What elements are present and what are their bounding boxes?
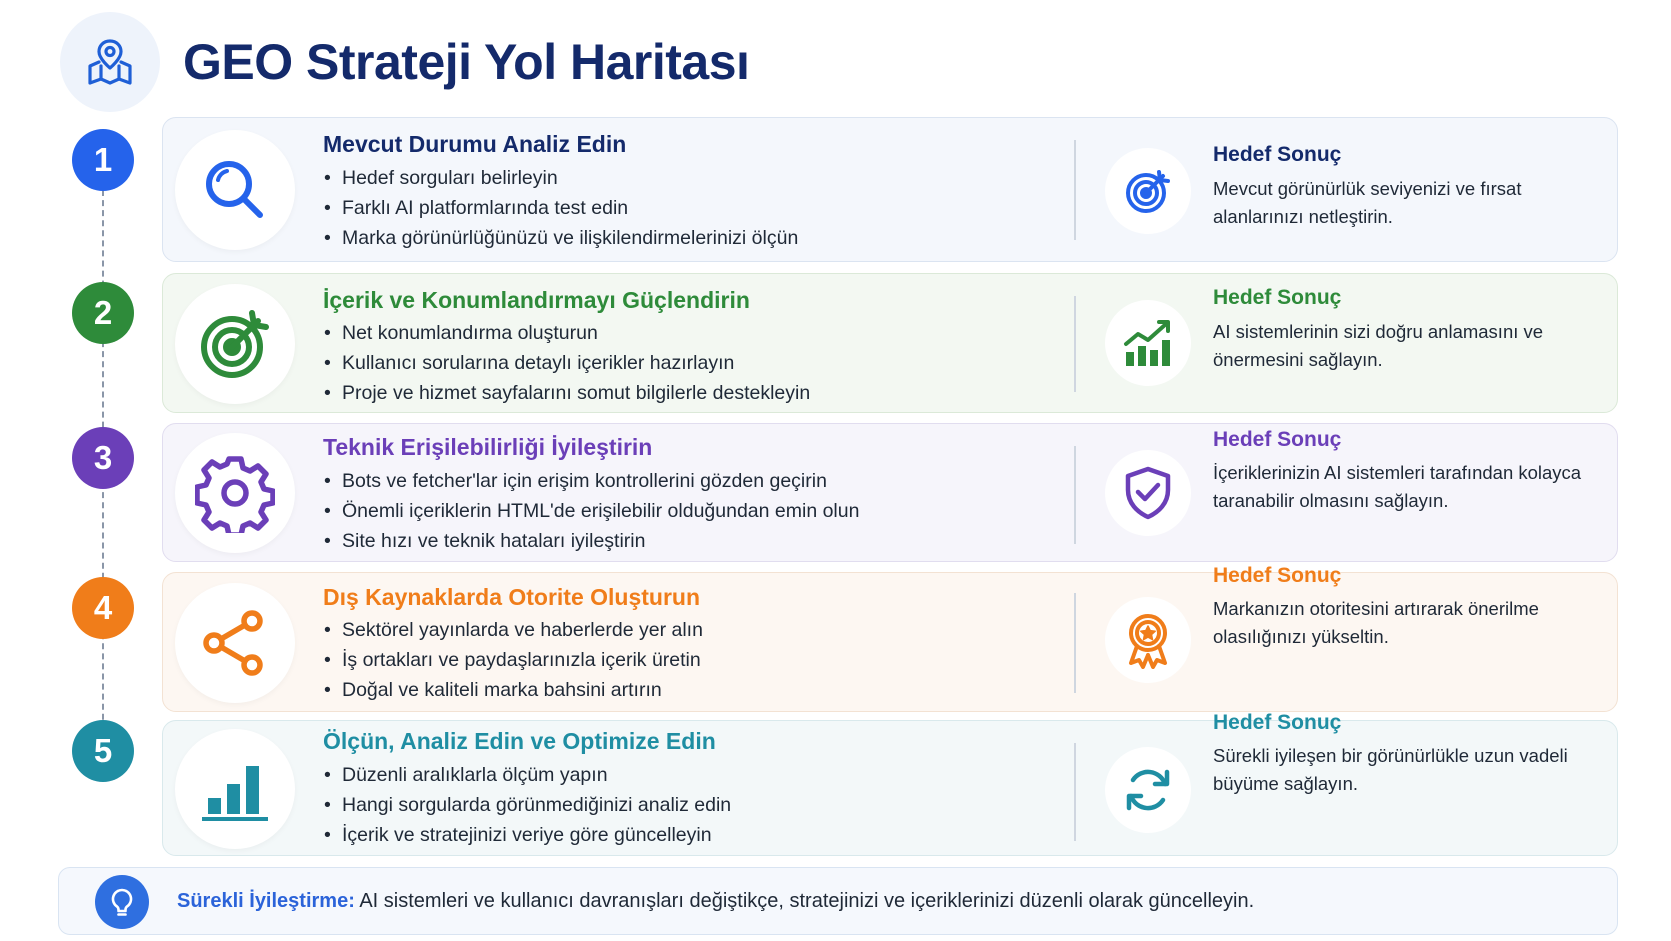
gear-icon <box>175 433 295 553</box>
header <box>60 12 749 112</box>
step-title: Ölçün, Analiz Edin ve Optimize Edin <box>323 728 716 754</box>
bullet-list <box>323 318 810 408</box>
step-card <box>162 273 1618 413</box>
step-title: Dış Kaynaklarda Otorite Oluşturun <box>323 584 701 610</box>
bullet-list <box>323 466 859 556</box>
result-text: Mevcut görünürlük seviyenizi ve fırsat alanlarınızı netleştirin. <box>1213 178 1522 227</box>
divider <box>1074 446 1076 544</box>
list-item: • Hangi sorgularda görünmediğinizi analiz edin <box>323 790 731 820</box>
divider <box>1074 296 1076 392</box>
list-item: • Marka görünürlüğünüzü ve ilişkilendirmelerinizi ölçün <box>323 223 798 253</box>
list-item: • Doğal ve kaliteli marka bahsini artırın <box>323 675 703 705</box>
result-title: Hedef Sonuç <box>1213 286 1342 309</box>
step-title: Teknik Erişilebilirliği İyileştirin <box>323 434 653 460</box>
result-title: Hedef Sonuç <box>1213 428 1342 451</box>
step-card <box>162 423 1618 562</box>
step-card <box>162 117 1618 262</box>
step-number: 5 <box>72 720 134 782</box>
page-title: GEO Strateji Yol Haritası <box>183 34 750 90</box>
footer-banner <box>58 867 1618 935</box>
step-title: Mevcut Durumu Analiz Edin <box>323 131 627 157</box>
award-icon <box>1105 597 1191 683</box>
step-card <box>162 711 1618 856</box>
bullet-list <box>323 615 703 705</box>
share-icon <box>175 583 295 703</box>
list-item: • Sektörel yayınlarda ve haberlerde yer alın <box>323 615 703 645</box>
list-item: • Hedef sorguları belirleyin <box>323 163 798 193</box>
result-title: Hedef Sonuç <box>1213 564 1342 587</box>
list-item: • Site hızı ve teknik hataları iyileştirin <box>323 526 859 556</box>
lightbulb-icon <box>95 875 149 929</box>
list-item: • Bots ve fetcher'lar için erişim kontrollerini gözden geçirin <box>323 466 859 496</box>
bullet-list <box>323 760 731 850</box>
target-icon <box>1105 148 1191 234</box>
list-item: • Proje ve hizmet sayfalarını somut bilgilerle destekleyin <box>323 378 810 408</box>
result-text: AI sistemlerinin sizi doğru anlamasını ve önermesini sağlayın. <box>1213 321 1544 370</box>
step-number: 3 <box>72 427 134 489</box>
result-text: Markanızın otoritesini artırarak önerilme olasılığınızı yükseltin. <box>1213 598 1539 647</box>
footer-text <box>177 890 1254 913</box>
divider <box>1074 593 1076 693</box>
list-item: • Önemli içeriklerin HTML'de erişilebilir olduğundan emin olun <box>323 496 859 526</box>
list-item: • İçerik ve stratejinizi veriye göre güncelleyin <box>323 820 731 850</box>
shield-check-icon <box>1105 450 1191 536</box>
list-item: • İş ortakları ve paydaşlarınızla içerik üretin <box>323 645 703 675</box>
divider <box>1074 743 1076 841</box>
divider <box>1074 140 1076 240</box>
footer-label: Sürekli İyileştirme: <box>177 889 355 912</box>
result-title: Hedef Sonuç <box>1213 711 1342 734</box>
result-text: İçeriklerinizin AI sistemleri tarafından kolayca taranabilir olmasını sağlayın. <box>1213 462 1582 511</box>
bullet-list <box>323 163 798 253</box>
result-text: Sürekli iyileşen bir görünürlükle uzun vadeli büyüme sağlayın. <box>1213 745 1568 794</box>
map-pin-icon <box>60 12 160 112</box>
bar-chart-icon <box>175 729 295 849</box>
footer-message: AI sistemleri ve kullanıcı davranışları değiştikçe, stratejinizi ve içeriklerinizi düzenli olarak güncelleyin. <box>354 889 1255 912</box>
list-item: • Farklı AI platformlarında test edin <box>323 193 798 223</box>
list-item: • Düzenli aralıklarla ölçüm yapın <box>323 760 731 790</box>
step-number: 4 <box>72 577 134 639</box>
refresh-icon <box>1105 747 1191 833</box>
step-number: 2 <box>72 282 134 344</box>
step-title: İçerik ve Konumlandırmayı Güçlendirin <box>323 287 750 313</box>
growth-chart-icon <box>1105 300 1191 386</box>
result-title: Hedef Sonuç <box>1213 143 1342 166</box>
list-item: • Net konumlandırma oluşturun <box>323 318 810 348</box>
list-item: • Kullanıcı sorularına detaylı içerikler hazırlayın <box>323 348 810 378</box>
target-arrow-icon <box>175 284 295 404</box>
step-card <box>162 564 1618 712</box>
search-icon <box>175 130 295 250</box>
step-number: 1 <box>72 129 134 191</box>
